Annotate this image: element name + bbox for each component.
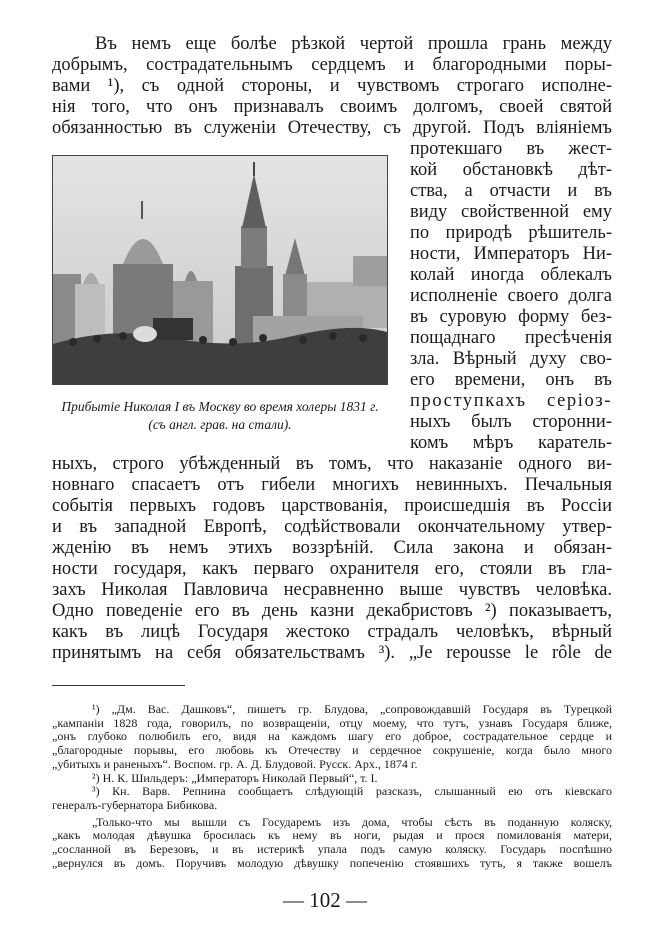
footnote-line: „убитыхъ и раненыхъ“. Воспом. гр. А. Д. Блудовой. Русск. Арх., 1874 г. [52, 756, 418, 771]
footnote-line: генералъ-губернатора Бибикова. [52, 797, 218, 812]
figure-caption: Прибытіе Николая I въ Москву во время холеры 1831 г. [61, 399, 379, 414]
footnote-line: „онъ глубоко полюбилъ его, видя на каждомъ шагу его доброе, сострадательное сердце и [52, 730, 612, 744]
footnote-line: ³) Кн. Варв. Репнина сообщаетъ слѣдующій разсказъ, слышанный ею отъ кіевскаго [92, 785, 612, 799]
text-line: Одно поведеніе его въ день казни декабристовъ ²) показываетъ, [52, 600, 612, 621]
text-line: событія первыхъ годовъ царствованія, происшедшія въ Россіи [52, 495, 612, 516]
footnote-line: ²) Н. К. Шильдеръ: „Императоръ Николай Первый“, т. I. [92, 770, 378, 785]
engraving-image [53, 156, 387, 384]
text-line: ныхъ былъ сторонни- [410, 411, 612, 432]
text-line: ства, а отчасти и въ [410, 180, 612, 201]
text-line: Въ немъ еще болѣе рѣзкой чертой прошла грань между [95, 33, 612, 54]
footnote-divider [52, 685, 185, 686]
footnote-line: ¹) „Дм. Вас. Дашковъ“, пишетъ гр. Блудова, „сопровождавшій Государя въ Турецкой [92, 703, 612, 716]
text-line: протекшаго въ жест- [410, 138, 612, 159]
text-line: его времени, онъ въ [410, 369, 612, 390]
text-line: ности государя, какъ перваго охранителя его, стояли въ гла- [52, 558, 612, 579]
text-line: виду свойственной ему [410, 201, 612, 222]
footnote-line: „вернулся въ домъ. Поручивъ молодую дѣвушку попеченію стоявшихъ тутъ, я также вошелъ [52, 856, 612, 870]
text-line: проступкахъ серіоз- [410, 390, 612, 411]
text-line: въ суровую форму без- [410, 306, 612, 327]
text-line: ности, Императоръ Ни- [410, 243, 612, 264]
text-line: колай иногда облекалъ [410, 264, 612, 285]
footnote-line: „сосланной въ Березовъ, и въ истерикѣ упала подъ самую коляску. Государь поспѣшно [52, 843, 612, 856]
footnote-line: „Только-что мы вышли съ Государемъ изъ дома, чтобы сѣсть въ поданную коляску, [92, 815, 612, 829]
text-line: кой обстановкѣ дѣт- [410, 159, 612, 180]
text-line: нія того, что онъ признавалъ своимъ долгомъ, своей святой [52, 96, 612, 117]
illustration-engraving [52, 155, 388, 385]
text-line: добрымъ, сострадательнымъ сердцемъ и благородными поры- [52, 54, 612, 75]
text-line: зла. Вѣрный духу сво- [410, 348, 612, 369]
text-line: захъ Николая Павловича несравненно выше чувствъ человѣка. [52, 579, 612, 600]
text-line: и въ западной Европѣ, содѣйствовали окончательному утвер- [52, 516, 612, 537]
figure-caption-source: (съ англ. грав. на стали). [148, 417, 292, 432]
text-line: принятымъ на себя обязательствамъ ³). „Je repousse le rôle de [52, 642, 612, 663]
text-line: новнаго спасаетъ отъ гибели многихъ невинныхъ. Печальныя [52, 474, 612, 495]
text-line: обязанностью въ служеніи Отечеству, съ другой. Подъ вліяніемъ [52, 117, 612, 138]
page-number: — 102 — [283, 888, 367, 912]
text-line: жденію въ немъ этихъ воззрѣній. Сила закона и обязан- [52, 537, 612, 558]
footnote-line: „какъ молодая дѣвушка бросилась къ нему въ ноги, рыдая и прося помилованія матери, [52, 829, 612, 843]
text-line: по природѣ рѣшитель- [410, 222, 612, 243]
text-line: комъ мѣръ каратель- [410, 432, 612, 453]
text-line: пощаднаго пресѣченія [410, 327, 612, 348]
text-line: вами ¹), съ одной стороны, и чувствомъ строгаго исполне- [52, 75, 612, 96]
text-line: ныхъ, строго убѣжденный въ томъ, что наказаніе одного ви- [52, 453, 612, 474]
footnote-line: „кампаніи 1828 года, говорилъ, по возвращеніи, отцу моему, что тутъ, узнавъ Государя ближе, [52, 716, 612, 730]
text-line: какъ въ лицѣ Государя жестоко страдалъ человѣкъ, вѣрный [52, 621, 612, 642]
footnote-line: „благородные порывы, его любовь къ Отечеству и сердечное сокрушеніе, когда было много [52, 744, 612, 758]
text-line: исполненіе своего долга [410, 285, 612, 306]
